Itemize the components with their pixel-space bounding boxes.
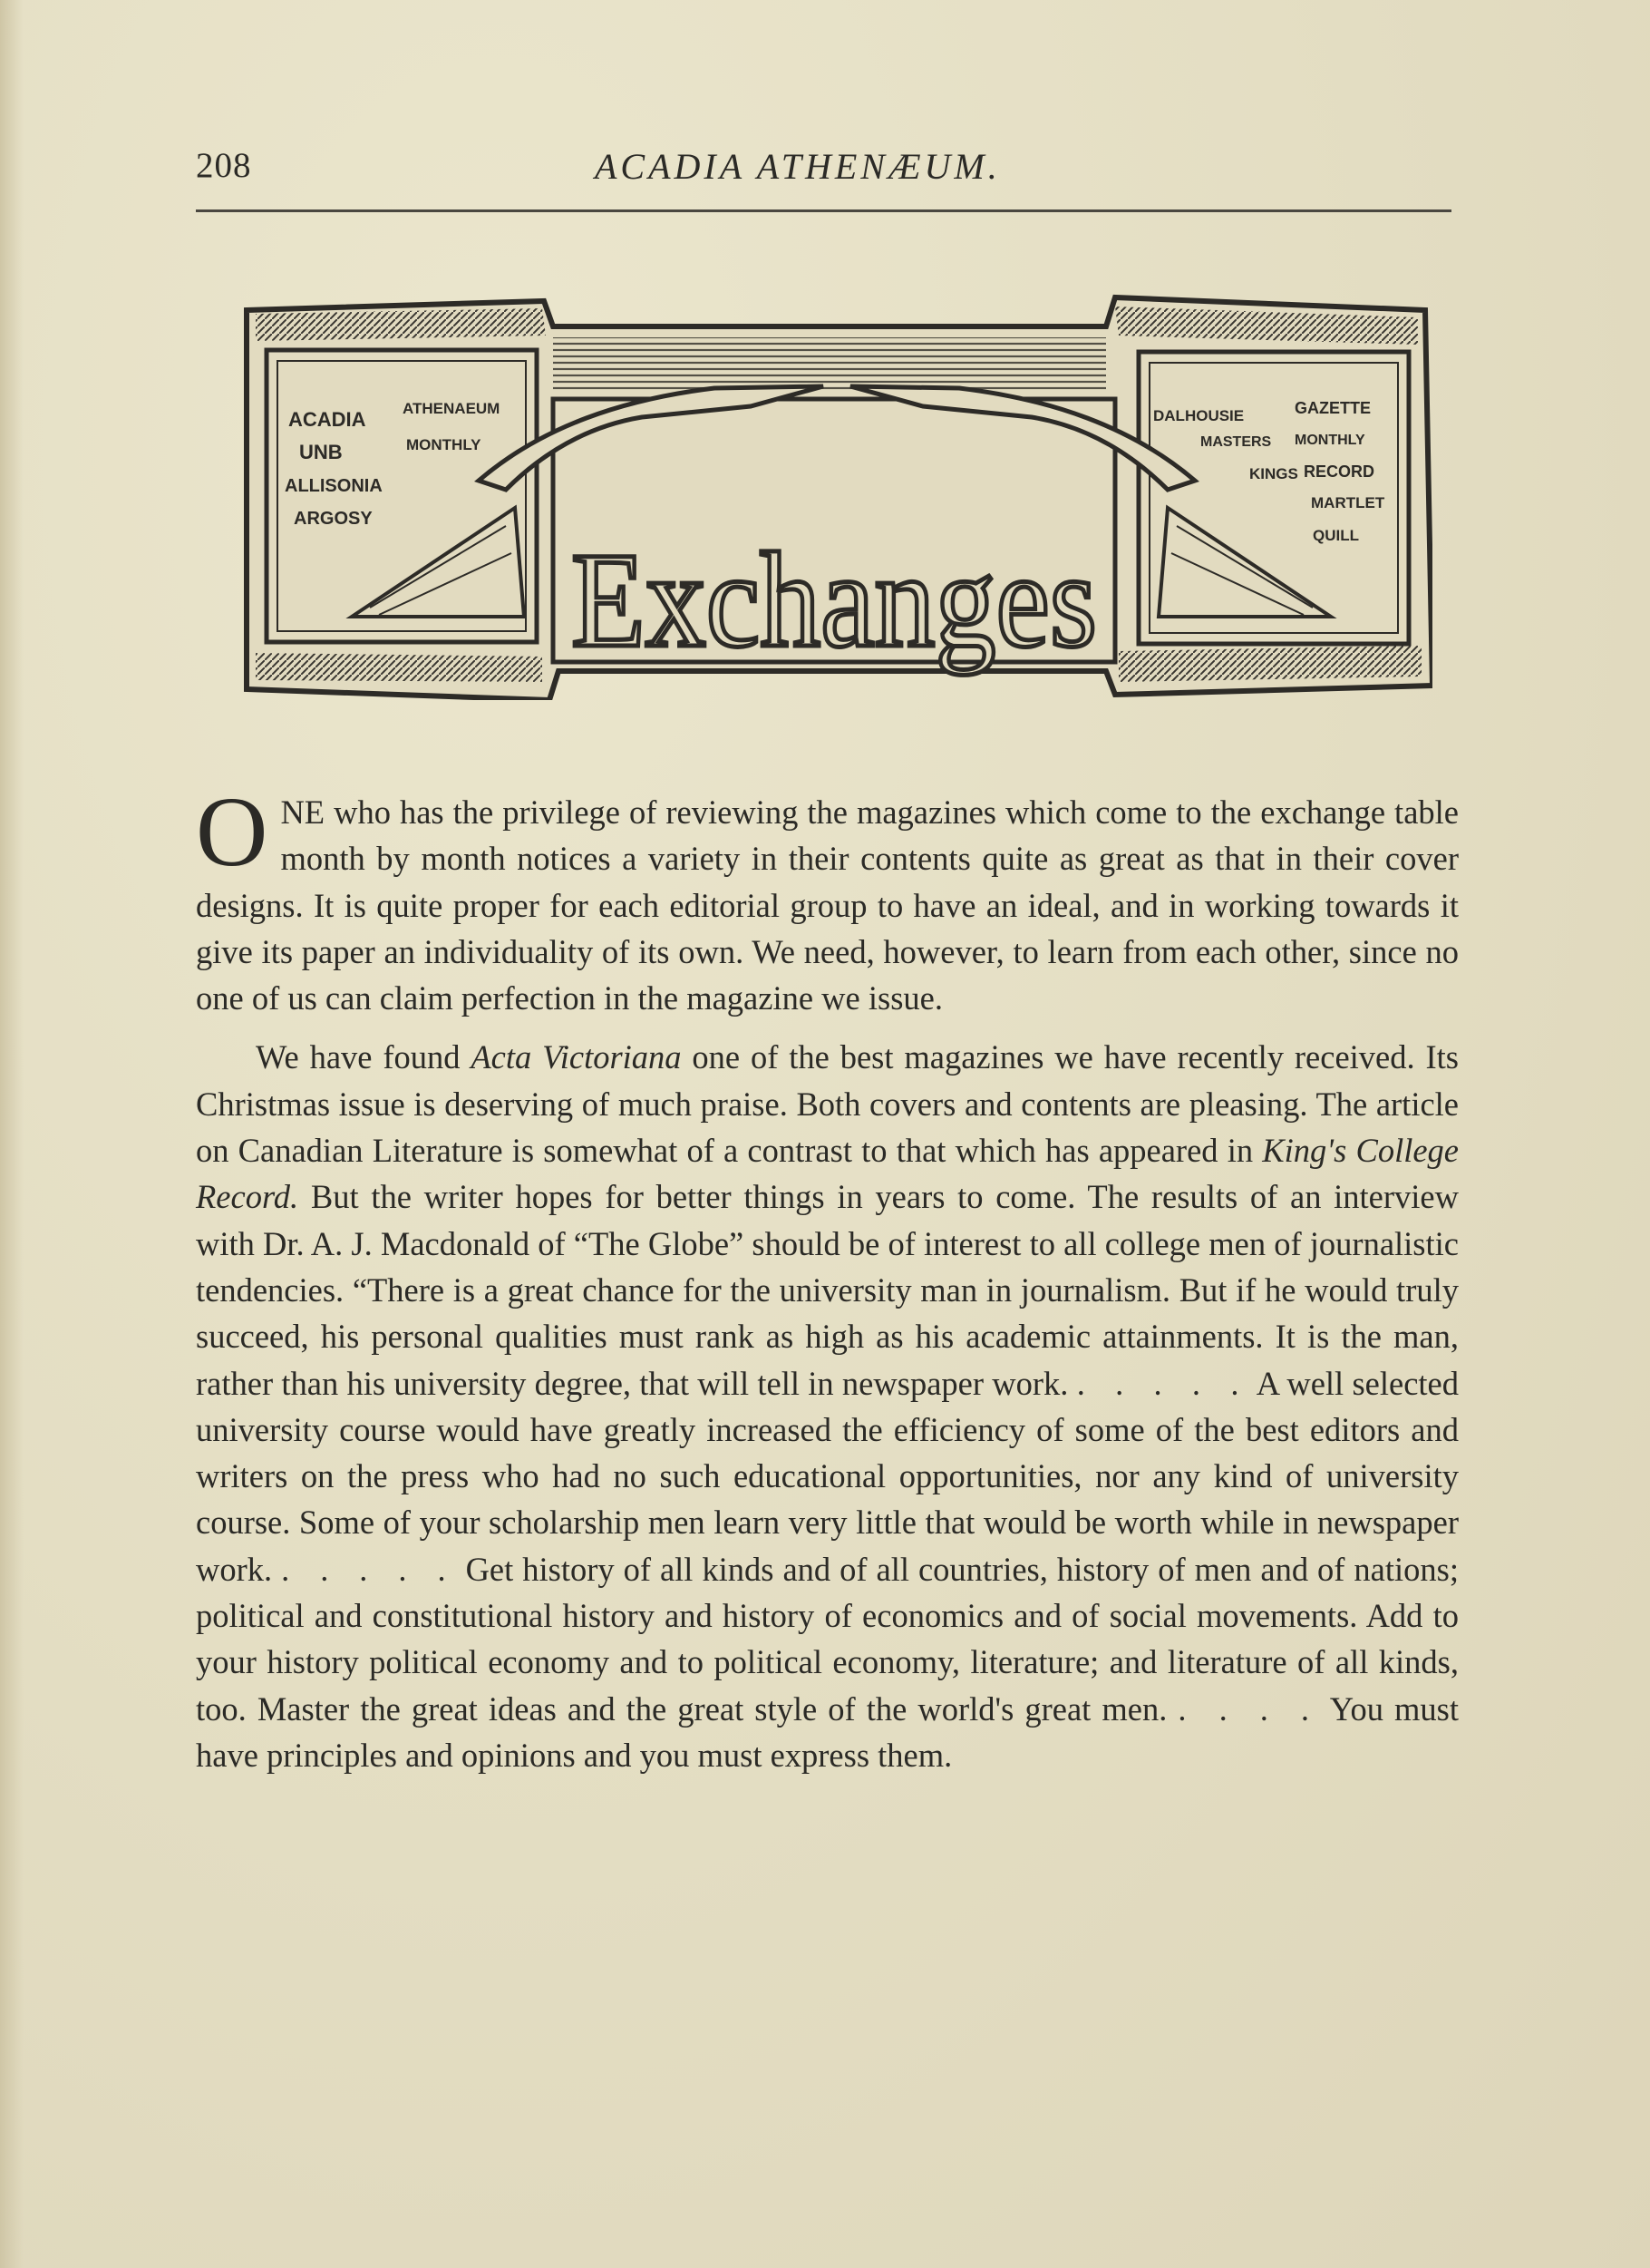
right-label-record: RECORD xyxy=(1304,462,1375,481)
p2-italic-kings-college-record: King's College Record. xyxy=(196,1132,1460,1216)
page-spine-shadow xyxy=(0,0,24,2268)
top-center-lines xyxy=(553,337,1106,392)
right-label-dalhousie: DALHOUSIE xyxy=(1153,407,1245,424)
right-label-gazette: GAZETTE xyxy=(1295,399,1371,417)
p2-segment-6: You must have principles and opinions and you must express them. xyxy=(196,1689,1459,1774)
running-header xyxy=(196,145,1451,194)
left-label-athenaeum: ATHENAEUM xyxy=(403,400,500,417)
running-title: ACADIA ATHENÆUM. xyxy=(595,146,1001,187)
banner-title: Exchanges xyxy=(571,525,1097,676)
right-label-quill: QUILL xyxy=(1313,527,1359,544)
paragraph-2 xyxy=(196,1034,1459,1778)
right-label-kings: KINGS xyxy=(1249,465,1298,482)
top-left-hatch xyxy=(256,308,546,341)
p2-segment-2: one of the best magazines we have recently received. Its Christmas issue is deserving of much praise. Both covers and contents are pleasing. The article on Canadian Literature is somewhat of a contrast to that which has appeared in xyxy=(196,1038,1459,1170)
header-rule xyxy=(196,209,1451,212)
left-label-allisonia: ALLISONIA xyxy=(285,476,383,496)
p2-ellipsis-3: . . . . xyxy=(1178,1689,1321,1728)
right-label-masters: MASTERS xyxy=(1200,434,1272,450)
paragraph-1-text: NE who has the privilege of reviewing the magazines which come to the exchange table month by month notices a variety in their contents quite as great as that in their cover designs. It is quite proper for each editorial group to have an ideal, and in working towards it give its paper an individuality of its own. We need, however, to learn from each other, since no one of us can claim perfection in the magazine we issue. xyxy=(196,793,1459,1017)
p2-segment-3: But the writer hopes for better things in years to come. The results of an interview with Dr. A. J. Macdonald of “The Globe” should be of interest to all college men of journalistic tendencies. “There is a great chance for the university man in journalism. But if he would truly succeed, his personal qualities must rank as high as his academic attainments. It is the man, rather than his university degree, that will tell in newspaper work. xyxy=(196,1178,1459,1402)
article-body xyxy=(196,776,1460,1778)
p2-segment-1: We have found xyxy=(256,1038,471,1076)
p2-segment-5: Get history of all kinds and of all countries, history of men and of nations; political and constitutional history and history of economics and of social movements. Add to your history political economy and to political economy, literature; and literature of all kinds, too. Master the great ideas and the great style of the world's great men. xyxy=(196,1550,1460,1728)
left-label-acadia: ACADIA xyxy=(288,408,366,431)
right-label-martlet: MARTLET xyxy=(1311,494,1385,511)
left-label-argosy: ARGOSY xyxy=(294,509,373,529)
p2-italic-acta-victoriana: Acta Victoriana xyxy=(471,1038,682,1076)
left-label-monthly: MONTHLY xyxy=(406,436,481,453)
p2-segment-4: A well selected university course would have greatly increased the efficiency of some of the best editors and writers on the press who had no such educational opportunities, nor any kind of university course. Some of your scholarship men learn very little that would be worth while in newspaper work. xyxy=(196,1364,1459,1588)
exchanges-banner-illustration xyxy=(243,290,1432,700)
banner-svg xyxy=(243,290,1432,700)
p2-ellipsis-1: . . . . . xyxy=(1076,1364,1250,1402)
paragraph-1 xyxy=(196,776,1459,1021)
left-label-unb: UNB xyxy=(299,441,343,463)
page-number: 208 xyxy=(196,146,252,185)
right-label-monthly: MONTHLY xyxy=(1295,433,1365,448)
bottom-left-hatch xyxy=(256,653,542,682)
drop-cap: O xyxy=(196,776,268,887)
bottom-right-hatch xyxy=(1119,646,1422,682)
p2-ellipsis-2: . . . . . xyxy=(281,1550,457,1588)
